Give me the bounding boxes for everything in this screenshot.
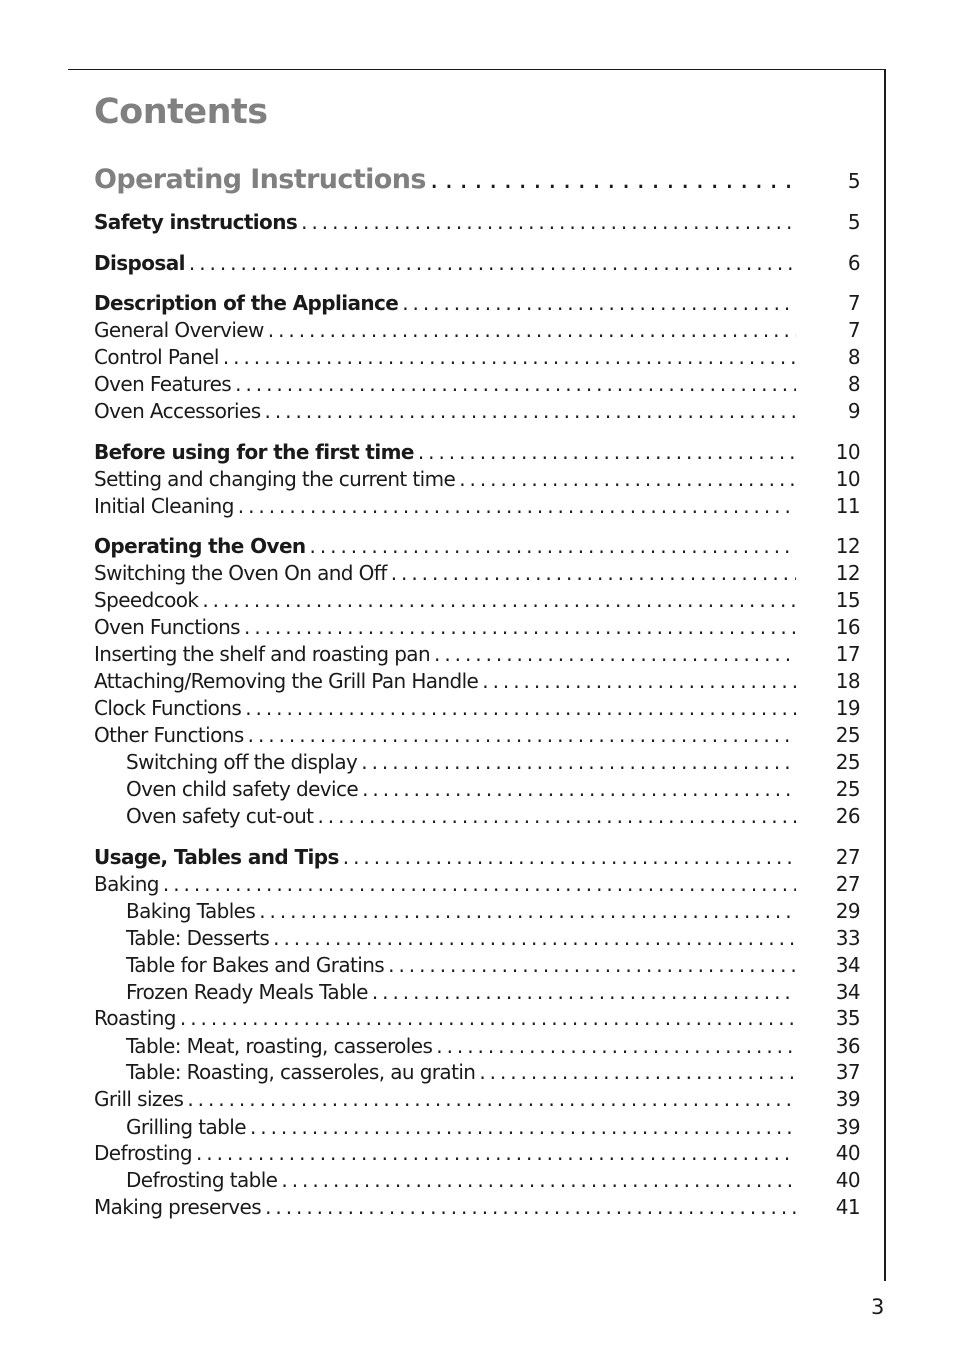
page-title: Contents bbox=[94, 92, 268, 132]
toc-entry-page: 10 bbox=[835, 440, 860, 464]
toc-entry-label: Grill sizes bbox=[94, 1087, 184, 1111]
toc-entry-inserting-shelf[interactable] bbox=[94, 641, 860, 668]
toc-entry-label: Switching the Oven On and Off bbox=[94, 561, 387, 585]
toc-entry-label: Baking Tables bbox=[126, 899, 256, 923]
toc-entry-speedcook[interactable] bbox=[94, 587, 860, 614]
dot-leader bbox=[310, 533, 796, 560]
dot-leader bbox=[434, 641, 796, 668]
toc-entry-safety-instructions[interactable] bbox=[94, 209, 860, 236]
toc-entry-page: 34 bbox=[835, 980, 860, 1004]
toc-entry-label: Making preserves bbox=[94, 1195, 262, 1219]
dot-leader bbox=[343, 844, 796, 871]
toc-entry-label: Before using for the first time bbox=[94, 440, 414, 464]
toc-entry-label: Safety instructions bbox=[94, 210, 298, 234]
toc-entry-usage-tables-tips[interactable] bbox=[94, 844, 860, 871]
toc-entry-initial-cleaning[interactable] bbox=[94, 493, 860, 520]
dot-leader bbox=[196, 1140, 796, 1167]
toc-entry-defrosting[interactable] bbox=[94, 1140, 860, 1167]
toc-entry-label: Oven Functions bbox=[94, 615, 241, 639]
toc-entry-label: Oven child safety device bbox=[126, 777, 359, 801]
dot-leader bbox=[430, 163, 796, 197]
toc-entry-page: 18 bbox=[835, 669, 860, 693]
toc-entry-label: Oven Features bbox=[94, 372, 232, 396]
dot-leader bbox=[250, 1114, 796, 1141]
toc-entry-operating-the-oven[interactable] bbox=[94, 533, 860, 560]
toc-entry-disposal[interactable] bbox=[94, 250, 860, 277]
toc-entry-label: General Overview bbox=[94, 318, 264, 342]
toc-entry-baking[interactable] bbox=[94, 871, 860, 898]
toc-entry-page: 5 bbox=[847, 210, 860, 234]
toc-entry-page: 12 bbox=[835, 561, 860, 585]
toc-entry-page: 17 bbox=[835, 642, 860, 666]
toc-entry-other-functions[interactable] bbox=[94, 722, 860, 749]
toc-entry-page: 16 bbox=[835, 615, 860, 639]
toc-entry-page: 39 bbox=[835, 1087, 860, 1111]
dot-leader bbox=[244, 614, 796, 641]
toc-entry-label: Roasting bbox=[94, 1006, 176, 1030]
toc-entry-label: Switching off the display bbox=[126, 750, 358, 774]
toc-entry-label: Disposal bbox=[94, 251, 185, 275]
dot-leader bbox=[317, 803, 796, 830]
dot-leader bbox=[187, 1086, 796, 1113]
dot-leader bbox=[391, 560, 796, 587]
toc-entry-label: Baking bbox=[94, 872, 159, 896]
dot-leader bbox=[281, 1167, 796, 1194]
dot-leader bbox=[459, 466, 796, 493]
toc-entry-label: Grilling table bbox=[126, 1115, 246, 1139]
toc-entry-page: 27 bbox=[835, 845, 860, 869]
toc-entry-page: 25 bbox=[835, 750, 860, 774]
toc-entry-roasting[interactable] bbox=[94, 1005, 860, 1032]
dot-leader bbox=[402, 290, 796, 317]
toc-entry-label: Inserting the shelf and roasting pan bbox=[94, 642, 431, 666]
toc-entry-page: 12 bbox=[835, 534, 860, 558]
toc-entry-label: Defrosting table bbox=[126, 1168, 278, 1192]
dot-leader bbox=[189, 250, 796, 277]
page-number: 3 bbox=[871, 1295, 885, 1319]
toc-entry-page: 10 bbox=[835, 467, 860, 491]
toc-entry-label: Oven Accessories bbox=[94, 399, 261, 423]
toc-entry-page: 7 bbox=[847, 291, 860, 315]
toc-entry-label: Speedcook bbox=[94, 588, 199, 612]
toc-entry-label: Table: Roasting, casseroles, au gratin bbox=[126, 1060, 476, 1084]
toc-entry-page: 11 bbox=[835, 494, 860, 518]
dot-leader bbox=[436, 1033, 796, 1060]
toc-entry-page: 6 bbox=[847, 251, 860, 275]
toc-entry-page: 15 bbox=[835, 588, 860, 612]
dot-leader bbox=[245, 695, 796, 722]
dot-leader bbox=[202, 587, 796, 614]
toc-entry-label: Frozen Ready Meals Table bbox=[126, 980, 368, 1004]
dot-leader bbox=[265, 1194, 796, 1221]
dot-leader bbox=[259, 898, 796, 925]
dot-leader bbox=[235, 371, 796, 398]
toc-entry-label: Setting and changing the current time bbox=[94, 467, 456, 491]
dot-leader bbox=[301, 209, 796, 236]
toc-entry-page: 37 bbox=[835, 1060, 860, 1084]
toc-entry-label: Initial Cleaning bbox=[94, 494, 234, 518]
toc-entry-oven-accessories[interactable] bbox=[94, 398, 860, 425]
toc-entry-page: 9 bbox=[847, 399, 860, 423]
toc-entry-table-meat-roasting[interactable] bbox=[94, 1033, 860, 1060]
toc-entry-label: Clock Functions bbox=[94, 696, 242, 720]
toc-entry-table-desserts[interactable] bbox=[94, 925, 860, 952]
top-rule bbox=[68, 69, 886, 70]
dot-leader bbox=[418, 439, 796, 466]
toc-entry-page: 25 bbox=[835, 723, 860, 747]
toc-entry-bakes-gratins[interactable] bbox=[94, 952, 860, 979]
toc-entry-description-of-the-appliance[interactable] bbox=[94, 290, 860, 317]
dot-leader bbox=[163, 871, 796, 898]
toc-entry-page: 7 bbox=[847, 318, 860, 342]
toc-entry-page: 34 bbox=[835, 953, 860, 977]
dot-leader bbox=[482, 668, 796, 695]
toc-entry-oven-functions[interactable] bbox=[94, 614, 860, 641]
toc-entry-label: Other Functions bbox=[94, 723, 244, 747]
toc-entry-label: Usage, Tables and Tips bbox=[94, 845, 339, 869]
toc-entry-control-panel[interactable] bbox=[94, 344, 860, 371]
toc-entry-label: Table: Meat, roasting, casseroles bbox=[126, 1034, 433, 1058]
toc-entry-safety-cut-out[interactable] bbox=[94, 803, 860, 830]
toc-entry-child-safety[interactable] bbox=[94, 776, 860, 803]
dot-leader bbox=[265, 398, 796, 425]
toc-entry-operating-instructions[interactable] bbox=[94, 163, 860, 197]
toc-entry-label: Defrosting bbox=[94, 1141, 192, 1165]
toc-entry-page: 33 bbox=[835, 926, 860, 950]
toc-entry-grill-pan-handle[interactable] bbox=[94, 668, 860, 695]
toc-entry-label: Description of the Appliance bbox=[94, 291, 399, 315]
toc-entry-page: 39 bbox=[835, 1115, 860, 1139]
toc-entry-grill-sizes[interactable] bbox=[94, 1086, 860, 1113]
toc-entry-oven-features[interactable] bbox=[94, 371, 860, 398]
toc-entry-page: 40 bbox=[835, 1168, 860, 1192]
dot-leader bbox=[372, 979, 796, 1006]
toc-entry-label: Oven safety cut-out bbox=[126, 804, 314, 828]
toc-entry-page: 5 bbox=[847, 169, 860, 193]
dot-leader bbox=[248, 722, 796, 749]
toc-entry-page: 25 bbox=[835, 777, 860, 801]
dot-leader bbox=[361, 749, 796, 776]
toc-entry-setting-current-time[interactable] bbox=[94, 466, 860, 493]
toc-entry-grilling-table[interactable] bbox=[94, 1114, 860, 1141]
toc-entry-page: 35 bbox=[835, 1006, 860, 1030]
toc-entry-before-using[interactable] bbox=[94, 439, 860, 466]
toc-entry-page: 8 bbox=[847, 345, 860, 369]
toc-entry-label: Attaching/Removing the Grill Pan Handle bbox=[94, 669, 479, 693]
dot-leader bbox=[268, 317, 796, 344]
toc-entry-switching-oven[interactable] bbox=[94, 560, 860, 587]
toc-entry-label: Table for Bakes and Gratins bbox=[126, 953, 385, 977]
toc-entry-page: 29 bbox=[835, 899, 860, 923]
dot-leader bbox=[180, 1005, 796, 1032]
dot-leader bbox=[362, 776, 796, 803]
toc-entry-frozen-ready-meals[interactable] bbox=[94, 979, 860, 1006]
toc-entry-page: 26 bbox=[835, 804, 860, 828]
toc-entry-table-roasting-au-gratin[interactable] bbox=[94, 1059, 860, 1086]
dot-leader bbox=[388, 952, 796, 979]
toc-entry-page: 41 bbox=[835, 1195, 860, 1219]
dot-leader bbox=[238, 493, 796, 520]
toc-entry-page: 19 bbox=[835, 696, 860, 720]
toc-entry-switching-off-display[interactable] bbox=[94, 749, 860, 776]
toc-entry-page: 36 bbox=[835, 1034, 860, 1058]
dot-leader bbox=[479, 1059, 796, 1086]
toc-entry-baking-tables[interactable] bbox=[94, 898, 860, 925]
toc-entry-page: 40 bbox=[835, 1141, 860, 1165]
toc-entry-label: Control Panel bbox=[94, 345, 219, 369]
right-rule bbox=[884, 69, 886, 1281]
dot-leader bbox=[273, 925, 796, 952]
toc-entry-label: Operating the Oven bbox=[94, 534, 306, 558]
dot-leader bbox=[223, 344, 796, 371]
toc-entry-defrosting-table[interactable] bbox=[94, 1167, 860, 1194]
toc-entry-page: 8 bbox=[847, 372, 860, 396]
toc-entry-clock-functions[interactable] bbox=[94, 695, 860, 722]
toc-entry-general-overview[interactable] bbox=[94, 317, 860, 344]
toc-entry-page: 27 bbox=[835, 872, 860, 896]
toc-entry-making-preserves[interactable] bbox=[94, 1194, 860, 1221]
toc-entry-label: Table: Desserts bbox=[126, 926, 270, 950]
toc-entry-label: Operating Instructions bbox=[94, 164, 426, 195]
